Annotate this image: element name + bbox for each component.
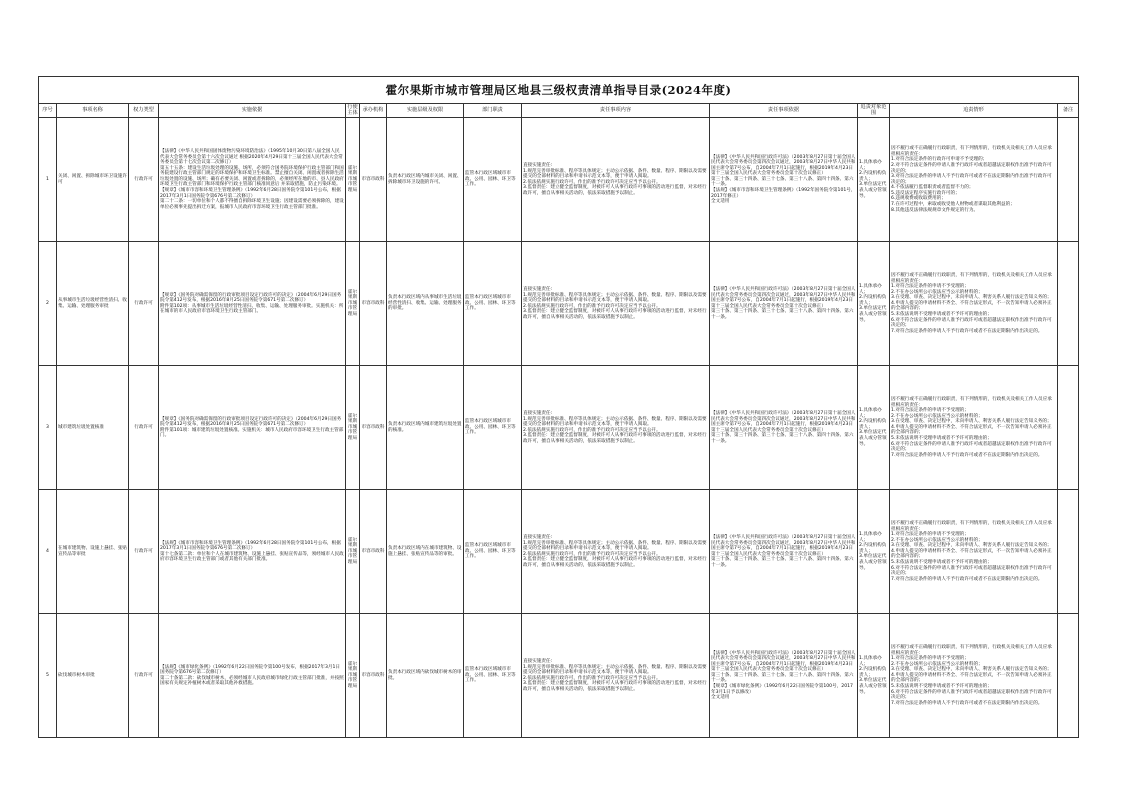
cell-name: 从事城市生活垃圾经营性清扫、收集、运输、处理服务审批 <box>57 242 129 366</box>
cell-cases: 因不履行或不正确履行行政职责，有下列情形的，行政机关及相关工作人员应承担相应的责任： 1.对符合法定条件的申请不予受理的； 2.不在办公场所公示依法应当公示的材料的； 3.在受理、审查、决定过程中，未向申请人、利害关系人履行法定告知义务的； 4.申请人提交的申请材料不齐全、不符合法定形式，不一次告知申请人必须补正的全部内容的； 5.未依法说明不受理申请或者不予许可的理由的； 6.对不符合法定条件的申请人准予行政许可或者超越法定职权作出准予行政许可决定的； 7.对符合法定条件的申请人不予行政许可或者不在法定期限内作出决定的。 <box>890 490 1058 614</box>
cell-no: 3 <box>39 366 57 490</box>
cell-targets: 1.具体承办人； 2.内设机构负责人； 3.单位法定代表人或分管领导。 <box>858 614 890 738</box>
header-type: 权力类型 <box>129 104 159 118</box>
cell-type: 行政许可 <box>129 614 159 738</box>
table-row <box>39 614 1079 738</box>
header-row <box>39 104 1079 118</box>
cell-targets: 1.具体承办人； 2.内设机构负责人； 3.单位法定代表人或分管领导。 <box>858 366 890 490</box>
header-subject: 行使主体 <box>346 104 360 118</box>
cell-dept: 市容市政科 <box>360 366 387 490</box>
cell-content: 直接实施责任: 1.规范完善审批标准、程序等具体规定；主动公示依据、条件、数量、程序、期限以及需要提交的全部材料的目录和申请书示范文本等，便于申请人阅取。 2.依法依规实施行政许可，作出的准予行政许可决定应当予以公开。 3.监督责任：建立健全监督制度，对被许可人从事行政许可事项的活动进行监督，对未经行政许可，擅自从事相关活动的，依法采取措施予以制止。 <box>522 118 710 242</box>
cell-basis: 【法律】《中华人民共和国固体废物污染环境防治法》（1995年10月30日第八届全国人民代表大会常务委员会第十六次会议通过 根据2020年4月29日第十三届全国人民代表大会常务委员会第十七次会议第二次修订） 第五十五条：建设生活垃圾处理的设施、场所，必须符合国务院环境保护行政主管部门和国务院建设行政主管部门规定的环境保护和环境卫生标准。禁止擅自关闭、闲置或者拆除生活垃圾处置的设施、场所；确有必要关闭、闲置或者拆除的，必须经所在地的市、县人民政府环境卫生行政主管部门和环境保护行政主管部门核准同意后 并采取措施，防止污染环境。 【规章】《城市市容和环境卫生管理条例》（1992年6月28日国务院令第101号公布，根据2017年3月1日国务院令第676号第二次修订） 第二十二条：一切单位和个人都不得擅自拆除环境卫生设施；因建设需要必须拆除的，建设单位必须事先提出拆迁方案，报城市人民政府市容环境卫生行政主管部门批准。 <box>159 118 346 242</box>
cell-basis: 【规章】《国务院对确需保留的行政审批项目设定行政许可的决定》（2004年6月29日国务院令第412号发布，根据2016年8月25日国务院令第671号第二次修订） 附件第102项：从事城市生活垃圾经营性清扫、收集、运输、处理服务审批。实施机关：所在城市的市人民政府市容环境卫生行政主管部门。 <box>159 242 346 366</box>
cell-duty: 监管本行政区域城市市政、公用、园林、环卫等工作。 <box>464 118 522 242</box>
header-targets: 追责对象范围 <box>858 104 890 118</box>
cell-scope: 负责本行政区域内从事城市生活垃圾经营性清扫、收集、运输、处理服务的审批。 <box>387 242 464 366</box>
cell-remark <box>1058 490 1079 614</box>
cell-scope: 负责本行政区域内在城市建筑物、设施上悬挂、张贴宣传品等的审批。 <box>387 490 464 614</box>
cell-subject: 霍尔果斯市城市管理局 <box>346 242 360 366</box>
header-duty: 部门职责 <box>464 104 522 118</box>
cell-scope: 负责本行政区域内砍伐城市树木的审批。 <box>387 614 464 738</box>
cell-duty: 监管本行政区域城市市政、公用、园林、环卫等工作。 <box>464 242 522 366</box>
cell-remark <box>1058 242 1079 366</box>
table-row <box>39 490 1079 614</box>
cell-duty: 监管本行政区域城市市政、公用、园林、环卫等工作。 <box>464 366 522 490</box>
document-sheet <box>38 76 1078 738</box>
header-name: 事项名称 <box>57 104 129 118</box>
cell-type: 行政许可 <box>129 118 159 242</box>
header-content-basis: 责任事项依据 <box>710 104 858 118</box>
table-row <box>39 118 1079 242</box>
cell-remark <box>1058 366 1079 490</box>
header-cases: 追责情形 <box>890 104 1058 118</box>
header-remark: 备注 <box>1058 104 1079 118</box>
cell-type: 行政许可 <box>129 490 159 614</box>
cell-basis: 【法规】《城市绿化条例》（1992年6月22日国务院令第100号发布，根据2017年3月1日国务院令第676号第二次修订） 第二十条第二款：砍伐城市树木，必须经城市人民政府城市绿化行政主管部门批准，并按照国家有关规定补植树木或者采取其他补救措施。 <box>159 614 346 738</box>
cell-basis: 【规章】《国务院对确需保留的行政审批项目设定行政许可的决定》（2004年6月29日国务院令第412号发布，根据2016年8月25日国务院令第671号第二次修订） 附件第101项：城市建筑垃圾处置核准。实施机关：城市人民政府市容环境卫生行政主管部门。 <box>159 366 346 490</box>
cell-type: 行政许可 <box>129 366 159 490</box>
cell-remark <box>1058 614 1079 738</box>
cell-no: 4 <box>39 490 57 614</box>
cell-targets: 1.具体承办人； 2.内设机构负责人； 3.单位法定代表人或分管领导。 <box>858 242 890 366</box>
cell-name: 关闭、闲置、拆除城市环卫设施许可 <box>57 118 129 242</box>
cell-content: 直接实施责任: 1.规范完善审批标准、程序等具体规定；主动公示依据、条件、数量、程序、期限以及需要提交的全部材料的目录和申请书示范文本等，便于申请人阅取。 2.依法依规实施行政许可，作出的准予行政许可决定应当予以公开。 3.监督责任：建立健全监督制度，对被许可人从事行政许可事项的活动进行监督，对未经行政许可，擅自从事相关活动的，依法采取措施予以制止。 <box>522 614 710 738</box>
cell-scope: 负责本行政区域内城市关闭、闲置、拆除城市环卫设施的许可。 <box>387 118 464 242</box>
cell-remark <box>1058 118 1079 242</box>
document-title: 霍尔果斯市城市管理局区地县三级权责清单指导目录(2024年度) <box>39 77 1079 104</box>
cell-subject: 霍尔果斯市城市管理局 <box>346 614 360 738</box>
cell-dept: 市容市政科 <box>360 614 387 738</box>
cell-targets: 1.具体承办人； 2.内设机构负责人； 3.单位法定代表人或分管领导。 <box>858 118 890 242</box>
cell-name: 城市建筑垃圾处置核准 <box>57 366 129 490</box>
cell-content-basis: 【法律】《中华人民共和国行政许可法》（2003年8月27日第十届全国人民代表大会常务委员会第四次会议通过，2003年8月27日中华人民共和国主席令第7号公布，自2004年7月1日起施行，根据2019年4月23日第十三届全国人民代表大会常务委员会第十次会议修正） 第三十条、第三十四条、第三十七条、第三十八条、第四十四条、第六十一条。 <box>710 490 858 614</box>
cell-type: 行政许可 <box>129 242 159 366</box>
cell-cases: 因不履行或不正确履行行政职责，有下列情形的，行政机关及相关工作人员应承担相应的责任： 1.对符合法定条件的行政许可申请不予受理的； 2.对不符合法定条件的申请人准予行政许可或者超越法定职权作出准予行政许可决定的； 3.对符合法定条件的申请人不予行政许可或者不在法定期限内作出准予行政许可决定的； 4.不依法履行监督职责或者监督不力的； 5.违反法定程序实施行政许可的； 6.违规收费或收取费用的； 7.在许可过程中，索取或收受他人财物或者谋取其他利益的； 8.其他违反法律法规规章文件规定的行为。 <box>890 118 1058 242</box>
cell-scope: 负责本行政区域内城市建筑垃圾处置的核准。 <box>387 366 464 490</box>
cell-content: 直接实施责任: 1.规范完善审批标准、程序等具体规定；主动公示依据、条件、数量、程序、期限以及需要提交的全部材料的目录和申请书示范文本等，便于申请人阅取。 2.依法依规实施行政许可，作出的准予行政许可决定应当予以公开。 3.监督责任：建立健全监督制度，对被许可人从事行政许可事项的活动进行监督，对未经行政许可，擅自从事相关活动的，依法采取措施予以制止。 <box>522 366 710 490</box>
cell-cases: 因不履行或不正确履行行政职责，有下列情形的，行政机关及相关工作人员应承担相应的责任： 1.对符合法定条件的申请不予受理的； 2.不在办公场所公示依法应当公示的材料的； 3.在受理、审查、决定过程中，未向申请人、利害关系人履行法定告知义务的； 4.申请人提交的申请材料不齐全、不符合法定形式，不一次告知申请人必须补正的全部内容的； 5.未依法说明不受理申请或者不予许可的理由的； 6.对不符合法定条件的申请人准予行政许可或者超越法定职权作出准予行政许可决定的； 7.对符合法定条件的申请人不予行政许可或者不在法定期限内作出决定的。 <box>890 614 1058 738</box>
cell-dept: 市容市政科 <box>360 242 387 366</box>
cell-content: 直接实施责任: 1.规范完善审批标准、程序等具体规定；主动公示依据、条件、数量、程序、期限以及需要提交的全部材料的目录和申请书示范文本等，便于申请人阅取。 2.依法依规实施行政许可，作出的准予行政许可决定应当予以公开。 3.监督责任：建立健全监督制度，对被许可人从事行政许可事项的活动进行监督，对未经行政许可，擅自从事相关活动的，依法采取措施予以制止。 <box>522 490 710 614</box>
cell-cases: 因不履行或不正确履行行政职责，有下列情形的，行政机关及相关工作人员应承担相应的责任： 1.对符合法定条件的申请不予受理的； 2.不在办公场所公示依法应当公示的材料的； 3.在受理、审查、决定过程中，未向申请人、利害关系人履行法定告知义务的； 4.申请人提交的申请材料不齐全、不符合法定形式，不一次告知申请人必须补正的全部内容的； 5.未依法说明不受理申请或者不予许可的理由的； 6.对不符合法定条件的申请人准予行政许可或者超越法定职权作出准予行政许可决定的； 7.对符合法定条件的申请人不予行政许可或者不在法定期限内作出决定的。 <box>890 242 1058 366</box>
cell-name: 砍伐城市树木审批 <box>57 614 129 738</box>
header-content: 责任事项内容 <box>522 104 710 118</box>
cell-dept: 市容市政科 <box>360 118 387 242</box>
cell-duty: 监管本行政区域城市市政、公用、园林、环卫等工作。 <box>464 614 522 738</box>
table-row <box>39 242 1079 366</box>
cell-subject: 霍尔果斯市城市管理局 <box>346 490 360 614</box>
cell-content-basis: 【法律】《中华人民共和国行政许可法》（2003年8月27日第十届全国人民代表大会常务委员会第四次会议通过，2003年8月27日中华人民共和国主席令第7号公布，自2004年7月1日起施行，根据2019年4月23日第十三届全国人民代表大会常务委员会第十次会议修正） 第三十条、第三十四条、第三十七条、第三十八条、第四十四条、第六十一条。 【法规】《城市市容和环境卫生管理条例》（1992年国务院令第101号，2017年修正） 全文适用 <box>710 118 858 242</box>
cell-no: 5 <box>39 614 57 738</box>
header-no: 序号 <box>39 104 57 118</box>
cell-subject: 霍尔果斯市城市管理局 <box>346 366 360 490</box>
cell-dept: 市容市政科 <box>360 490 387 614</box>
cell-basis: 【法规】《城市市容和环境卫生管理条例》（1992年6月28日国务院令第101号公布，根据2017年3月1日国务院令第676号第二次修订） 第十七条第二款：单位和个人在城市建筑物、设施上悬挂、张贴宣传品等，须经城市人民政府市容环境卫生行政主管部门或者其他有关部门批准。 <box>159 490 346 614</box>
responsibility-table <box>38 76 1079 738</box>
cell-targets: 1.具体承办人； 2.内设机构负责人； 3.单位法定代表人或分管领导。 <box>858 490 890 614</box>
cell-content-basis: 【法律】《中华人民共和国行政许可法》（2003年8月27日第十届全国人民代表大会常务委员会第四次会议通过，2003年8月27日中华人民共和国主席令第7号公布，自2004年7月1日起施行，根据2019年4月23日第十三届全国人民代表大会常务委员会第十次会议修正） 第三十条、第三十四条、第三十七条、第三十八条、第四十四条、第六十一条。 <box>710 366 858 490</box>
cell-no: 2 <box>39 242 57 366</box>
cell-no: 1 <box>39 118 57 242</box>
header-basis: 实施依据 <box>159 104 346 118</box>
cell-content-basis: 【法律】《中华人民共和国行政许可法》（2003年8月27日第十届全国人民代表大会常务委员会第四次会议通过，2003年8月27日中华人民共和国主席令第7号公布，自2004年7月1日起施行，根据2019年4月23日第十三届全国人民代表大会常务委员会第十次会议修正） 第三十条、第三十四条、第三十七条、第三十八条、第四十四条、第六十一条。 【规章】《城市绿化条例》（1992年6月22日国务院令第100号，2017年3月1日予以修改） 全文适用 <box>710 614 858 738</box>
cell-duty: 监管本行政区域城市市政、公用、园林、环卫等工作。 <box>464 490 522 614</box>
header-dept: 承办机构 <box>360 104 387 118</box>
table-row <box>39 366 1079 490</box>
cell-name: 在城市建筑物、设施上悬挂、张贴宣传品等审批 <box>57 490 129 614</box>
header-level: 实施层级及权限 <box>387 104 464 118</box>
cell-content: 直接实施责任: 1.规范完善审批标准、程序等具体规定；主动公示依据、条件、数量、程序、期限以及需要提交的全部材料的目录和申请书示范文本等，便于申请人阅取。 2.依法依规实施行政许可，作出的准予行政许可决定应当予以公开。 3.监督责任：建立健全监督制度，对被许可人从事行政许可事项的活动进行监督，对未经行政许可，擅自从事相关活动的，依法采取措施予以制止。 <box>522 242 710 366</box>
cell-subject: 霍尔果斯市城市管理局 <box>346 118 360 242</box>
cell-cases: 因不履行或不正确履行行政职责，有下列情形的，行政机关及相关工作人员应承担相应的责任： 1.对符合法定条件的申请不予受理的； 2.不在办公场所公示依法应当公示的材料的； 3.在受理、审查、决定过程中，未向申请人、利害关系人履行法定告知义务的； 4.申请人提交的申请材料不齐全、不符合法定形式，不一次告知申请人必须补正的全部内容的； 5.未依法说明不受理申请或者不予许可的理由的； 6.对不符合法定条件的申请人准予行政许可或者超越法定职权作出准予行政许可决定的； 7.对符合法定条件的申请人不予行政许可或者不在法定期限内作出决定的。 <box>890 366 1058 490</box>
cell-content-basis: 【法律】《中华人民共和国行政许可法》（2003年8月27日第十届全国人民代表大会常务委员会第四次会议通过，2003年8月27日中华人民共和国主席令第7号公布，自2004年7月1日起施行，根据2019年4月23日第十三届全国人民代表大会常务委员会第十次会议修正） 第三十条、第三十四条、第三十七条、第三十八条、第四十四条、第六十一条。 <box>710 242 858 366</box>
